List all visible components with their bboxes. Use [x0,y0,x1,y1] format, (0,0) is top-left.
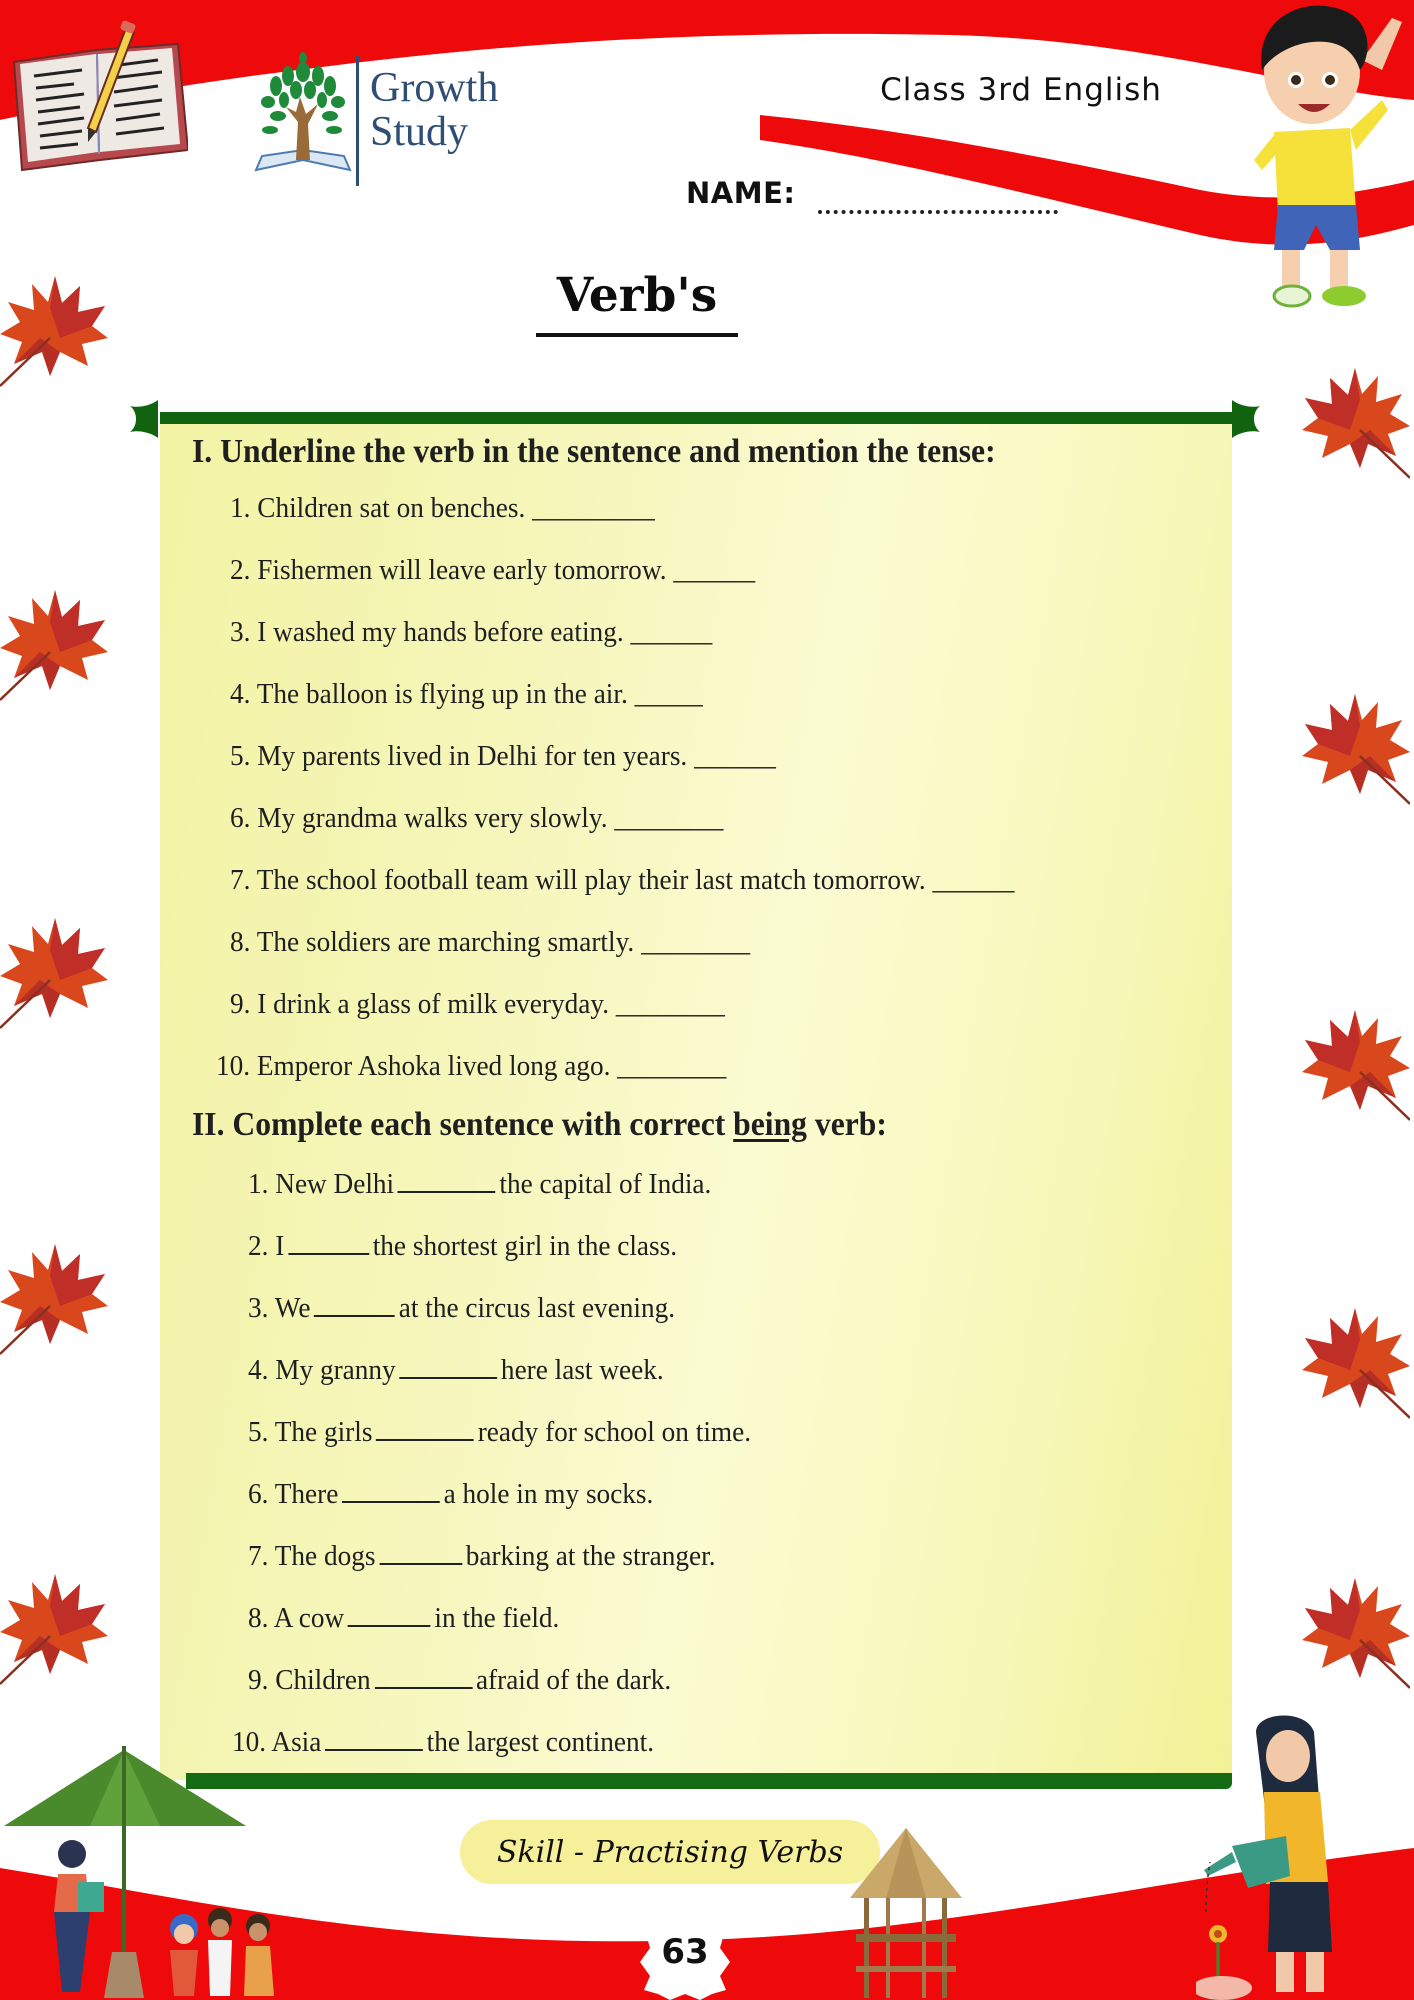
s2-question-5: 5. The girls ready for school on time. [248,1416,752,1448]
maple-leaf-icon [0,268,110,388]
section-1-heading: I. Underline the verb in the sentence and mention the tense: [192,433,996,470]
title-underline [536,333,738,337]
answer-blank[interactable]: ______ [932,864,1015,896]
page-title: Verb's [556,268,718,323]
s2-question-8: 8. A cow in the field. [248,1602,560,1634]
answer-blank[interactable] [314,1293,395,1317]
tree-book-icon [248,52,358,177]
answer-blank[interactable]: ________ [614,802,724,834]
maple-leaf-icon [1300,1002,1410,1122]
maple-leaf-icon [0,1236,110,1356]
girl-watering-plant-illustration [1196,1712,1414,2000]
maple-leaf-icon [1300,1300,1410,1420]
s1-question-10: 10. Emperor Ashoka lived long ago. ________ [216,1050,727,1082]
answer-blank[interactable]: ______ [673,554,756,586]
answer-blank[interactable] [348,1603,431,1627]
page-number: 63 [661,1932,709,1972]
s1-question-5: 5. My parents lived in Delhi for ten years. ______ [230,740,776,772]
s1-question-4: 4. The balloon is flying up in the air. _____ [230,678,703,710]
maple-leaf-icon [1300,686,1410,806]
answer-blank[interactable] [342,1479,440,1503]
bar-cap-left [130,400,158,438]
maple-leaf-icon [1300,1570,1410,1690]
name-input-line[interactable] [818,210,1058,214]
answer-blank[interactable]: ________ [617,1050,727,1082]
skill-label: Skill - Practising Verbs [460,1820,880,1884]
answer-blank[interactable] [374,1665,472,1689]
brand-name [370,66,498,154]
s1-question-8: 8. The soldiers are marching smartly. ________ [230,926,751,958]
maple-leaf-icon [0,1566,110,1686]
s1-question-1: 1. Children sat on benches. _________ [230,492,655,524]
brand-line-1: Growth [370,65,499,111]
class-label: Class 3rd English [840,60,1202,120]
thatched-hut-illustration [846,1826,966,2000]
s1-question-3: 3. I washed my hands before eating. ______ [230,616,713,648]
children-reading-illustration [154,1900,284,2000]
answer-blank[interactable] [376,1417,474,1441]
answer-blank[interactable]: ______ [694,740,776,772]
s2-question-4: 4. My granny here last week. [248,1354,664,1386]
growth-study-logo [248,52,548,187]
name-label: NAME: [686,176,796,210]
s1-question-9: 9. I drink a glass of milk everyday. ________ [230,988,725,1020]
answer-blank[interactable] [325,1727,423,1751]
answer-blank[interactable] [288,1231,369,1255]
answer-blank[interactable]: _____ [634,678,703,710]
answer-blank[interactable]: ________ [641,926,751,958]
waving-boy-illustration [1232,0,1414,320]
answer-blank[interactable] [398,1169,496,1193]
panel-top-bar [160,412,1232,424]
maple-leaf-icon [1300,360,1410,480]
s2-question-7: 7. The dogs barking at the stranger. [248,1540,716,1572]
answer-blank[interactable]: _________ [532,492,655,524]
answer-blank[interactable]: ______ [630,616,713,648]
notebook-pencil-icon [8,14,188,174]
answer-blank[interactable] [379,1541,462,1565]
header-red-swoosh [0,0,1414,300]
answer-blank[interactable] [399,1355,497,1379]
brand-line-2: Study [370,109,469,155]
maple-leaf-icon [0,910,110,1030]
s1-question-7: 7. The school football team will play their last match tomorrow. ______ [230,864,1015,896]
s2-question-2: 2. I the shortest girl in the class. [248,1230,678,1262]
s2-question-3: 3. We at the circus last evening. [248,1292,676,1324]
maple-leaf-icon [0,582,110,702]
s2-question-9: 9. Children afraid of the dark. [248,1664,672,1696]
section-2-heading: II. Complete each sentence with correct being verb: [192,1106,887,1143]
panel-bottom-bar [186,1773,1232,1789]
logo-divider [356,56,359,186]
s2-question-1: 1. New Delhi the capital of India. [248,1168,712,1200]
s2-question-10: 10. Asia the largest continent. [232,1726,655,1758]
s2-question-6: 6. There a hole in my socks. [248,1478,654,1510]
s1-question-6: 6. My grandma walks very slowly. ________ [230,802,724,834]
answer-blank[interactable]: ________ [615,988,725,1020]
s1-question-2: 2. Fishermen will leave early tomorrow. ______ [230,554,756,586]
being-underlined: being [733,1106,807,1143]
bar-cap-right [1232,400,1260,438]
